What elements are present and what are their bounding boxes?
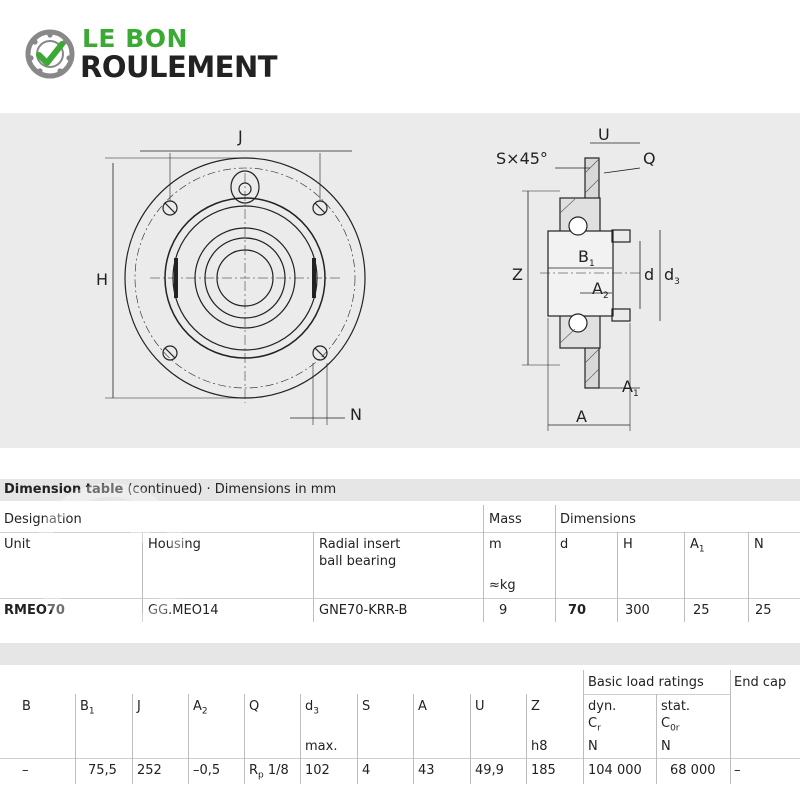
col-N: N (754, 537, 764, 552)
col-dimensions: Dimensions (560, 512, 636, 527)
col-S: S (362, 699, 371, 714)
row2-S: 4 (362, 763, 371, 778)
col-U: U (475, 699, 485, 714)
label-B1: $B_1$ (578, 247, 595, 270)
col-J: J (137, 699, 141, 714)
row2-B: – (22, 763, 29, 778)
row-mass: 9 (499, 603, 508, 618)
label-d: d (644, 265, 655, 284)
row2-A: 43 (418, 763, 435, 778)
col-insert-line1: Radial insert (319, 537, 401, 552)
row2-Q: $R_p$ 1/8 (249, 763, 289, 781)
col-m: m (489, 537, 502, 552)
row-unit: RMEO70 (4, 603, 65, 618)
label-N: N (350, 405, 362, 424)
row2-B1: 75,5 (88, 763, 117, 778)
row-insert: GNE70-KRR-B (319, 603, 408, 618)
col-basic-load-ratings: Basic load ratings (588, 675, 704, 690)
col-d3-max: max. (305, 739, 338, 754)
col-A1: $A_1$ (690, 537, 705, 555)
col-Cr: $C_r$ (588, 716, 601, 734)
col-A: A (418, 699, 427, 714)
col-d3: $d_3$ (305, 699, 319, 717)
row2-Cr: 104 000 (588, 763, 642, 778)
row-d: 70 (568, 603, 587, 618)
table1-title: Dimension table (continued) · Dimensions in mm (4, 482, 337, 497)
col-stat: stat. (661, 699, 691, 714)
label-S45: S×45° (496, 149, 548, 168)
logo-text-top: LE BON (82, 24, 188, 53)
row2-Z: 185 (531, 763, 556, 778)
col-H: H (623, 537, 633, 552)
col-insert-line2: ball bearing (319, 554, 397, 569)
label-A: A (576, 407, 587, 426)
col-stat-N: N (661, 739, 671, 754)
col-Z-h8: h8 (531, 739, 548, 754)
logo-text-bottom: ROULEMENT (80, 50, 278, 84)
col-kg: ≈kg (489, 578, 516, 593)
col-mass: Mass (489, 512, 522, 527)
row2-C0r: 68 000 (670, 763, 716, 778)
label-H: H (96, 270, 109, 289)
col-housing: Housing (148, 537, 201, 552)
col-dyn: dyn. (588, 699, 617, 714)
col-designation: Designation (4, 512, 82, 527)
row2-J: 252 (137, 763, 162, 778)
col-Q: Q (249, 699, 260, 714)
col-Z: Z (531, 699, 540, 714)
table2-title-band (0, 643, 800, 665)
label-U: U (598, 125, 610, 144)
col-A2: $A_2$ (193, 699, 208, 717)
header (0, 0, 800, 112)
row-housing: GG.MEO14 (148, 603, 219, 618)
row2-A2: –0,5 (193, 763, 221, 778)
check-bearing-icon (24, 28, 76, 80)
col-dyn-N: N (588, 739, 598, 754)
label-A1: $A_1$ (622, 377, 639, 400)
label-Z: Z (512, 265, 523, 284)
col-B: B (22, 699, 31, 714)
row-A1: 25 (693, 603, 710, 618)
row2-end-cap: – (734, 763, 741, 778)
label-A2: $A_2$ (592, 279, 609, 302)
col-d: d (560, 537, 569, 552)
row-H: 300 (625, 603, 650, 618)
technical-drawing (0, 113, 800, 448)
label-J: J (238, 127, 243, 146)
drawing-canvas (0, 113, 800, 448)
label-d3: $d_3$ (664, 265, 680, 288)
label-Q: Q (643, 149, 656, 168)
row2-U: 49,9 (475, 763, 504, 778)
row2-d3: 102 (305, 763, 330, 778)
col-unit: Unit (4, 537, 31, 552)
col-B1: $B_1$ (80, 699, 95, 717)
col-C0r: $C_{0r}$ (661, 716, 680, 734)
row-N: 25 (755, 603, 772, 618)
col-end-cap: End cap (734, 675, 787, 690)
